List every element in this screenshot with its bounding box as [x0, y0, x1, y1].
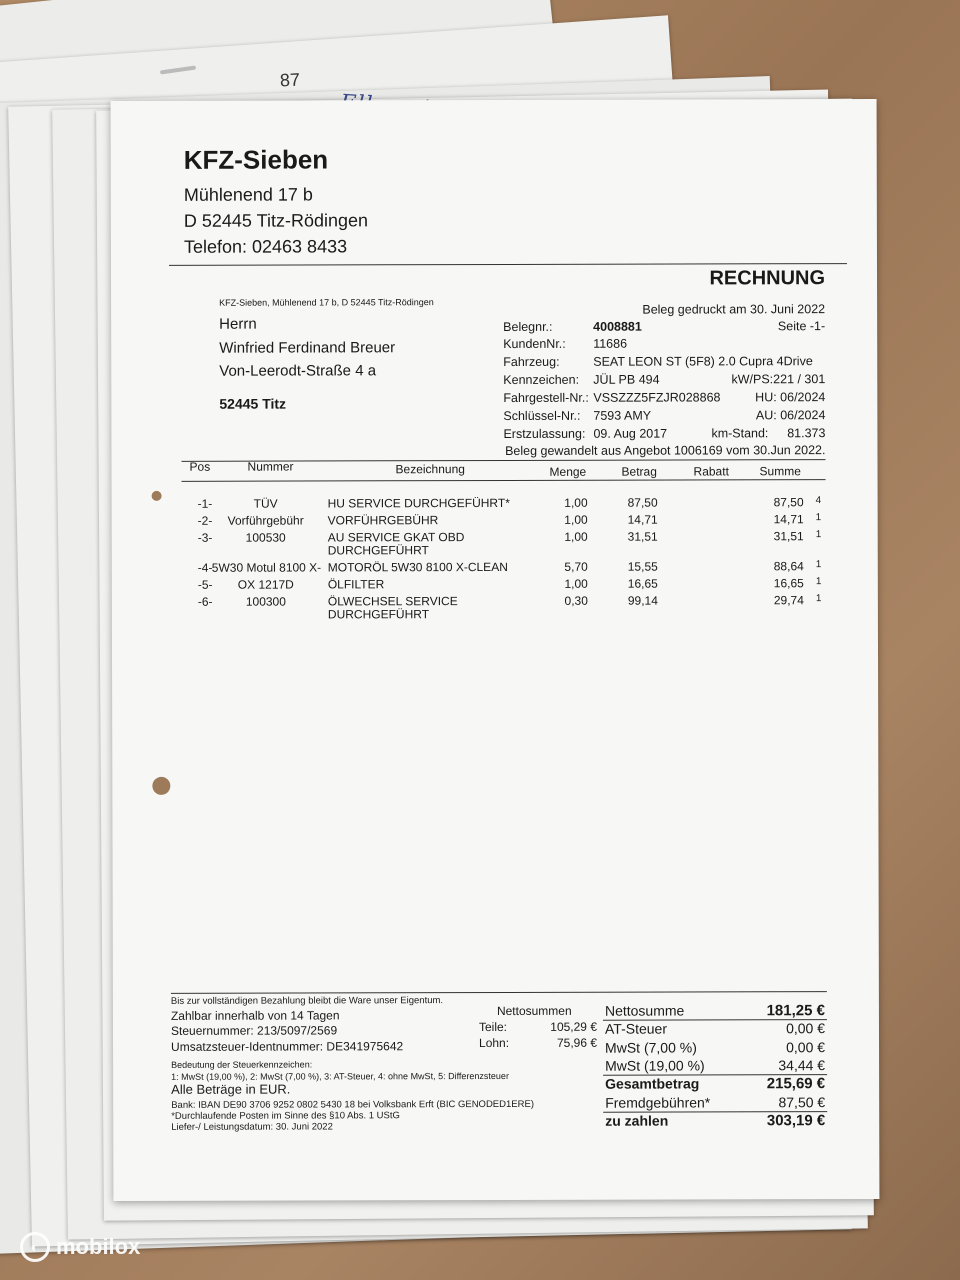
watermark-logo: [20, 1232, 140, 1262]
total-label: zu zahlen: [605, 1112, 669, 1129]
belegnr-label: Belegnr.:: [503, 319, 553, 334]
lohn-value: 75,96 €: [556, 1035, 598, 1050]
watermark-text: mobilox: [56, 1234, 141, 1259]
vat-id: Umsatzsteuer-Identnummer: DE341975642: [171, 1039, 404, 1054]
cell-desc: HU SERVICE DURCHGEFÜHRT*: [327, 495, 510, 511]
cell-tax: 1: [815, 529, 822, 541]
punch-hole: [152, 777, 170, 795]
mobilox-icon: ◐: [20, 1232, 50, 1262]
divider: [169, 263, 847, 266]
cell-desc: ÖLWECHSEL SERVICE: [327, 594, 458, 609]
cell-desc: ÖLFILTER: [327, 577, 385, 592]
nettosummen-heading: Nettosummen: [496, 1003, 572, 1018]
cell-tax: 1: [815, 593, 822, 605]
header-nummer: Nummer: [247, 459, 294, 474]
cell-pos: -2-: [197, 513, 213, 528]
kunden-label: KundenNr.:: [503, 336, 566, 351]
total-label: MwSt (7,00 %): [605, 1039, 697, 1056]
total-label: Nettosumme: [604, 1002, 685, 1019]
page-number: Seite -1-: [777, 319, 826, 334]
cell-desc-continued: DURCHGEFÜHRT: [327, 607, 430, 622]
kw-ps-value: kW/PS:221 / 301: [731, 372, 826, 387]
recipient-salutation: Herrn: [219, 315, 257, 333]
total-label: AT-Steuer: [604, 1020, 668, 1037]
fahrzeug-label: Fahrzeug:: [503, 354, 560, 369]
cell-price: 31,51: [627, 529, 658, 544]
delivery-date: Liefer-/ Leistungsdatum: 30. Juni 2022: [171, 1121, 333, 1133]
cell-num: OX 1217D: [237, 577, 294, 592]
cell-price: 15,55: [627, 559, 658, 574]
footer-rule: [171, 991, 827, 994]
cell-price: 14,71: [627, 512, 658, 527]
cell-price: 16,65: [627, 576, 658, 591]
km-label: km-Stand:: [711, 426, 769, 441]
company-street: Mühlenend 17 b: [183, 184, 313, 205]
total-value: 181,25 €: [766, 1002, 825, 1020]
cell-tax: 1: [815, 512, 822, 524]
lohn-label: Lohn:: [479, 1035, 510, 1051]
printed-date: Beleg gedruckt am 30. Juni 2022: [642, 302, 826, 317]
fahrzeug-value: SEAT LEON ST (5F8) 2.0 Cupra 4Drive: [593, 354, 813, 369]
company-city: D 52445 Titz-Rödingen: [183, 210, 369, 231]
schluessel-label: Schlüssel-Nr.:: [503, 408, 581, 423]
fahrgestell-label: Fahrgestell-Nr.:: [503, 390, 589, 405]
cell-qty: 1,00: [564, 512, 588, 527]
cell-qty: 0,30: [564, 593, 588, 608]
total-label: Fremdgebühren*: [605, 1094, 711, 1111]
tax-code-list: 1: MwSt (19,00 %), 2: MwSt (7,00 %), 3: AT-Steuer, 4: ohne MwSt, 5: Differenzsteuer: [171, 1070, 509, 1082]
teile-value: 105,29 €: [550, 1019, 598, 1034]
total-value: 0,00 €: [786, 1039, 826, 1056]
total-value: 0,00 €: [786, 1020, 826, 1037]
cell-desc: VORFÜHRGEBÜHR: [327, 513, 439, 528]
pass-through-note: *Durchlaufende Posten im Sinne des §10 Abs. 1 UStG: [171, 1110, 400, 1122]
header-betrag: Betrag: [621, 464, 657, 479]
erstzulassung-label: Erstzulassung:: [503, 426, 586, 441]
bank-details: Bank: IBAN DE90 3706 9252 0802 5430 18 bei Volksbank Erft (BIC GENODED1ERE): [171, 1098, 534, 1111]
cell-pos: -5-: [197, 577, 213, 592]
header-rabatt: Rabatt: [693, 464, 729, 479]
total-value: 34,44 €: [778, 1057, 826, 1074]
cell-num: 100300: [245, 594, 286, 609]
total-value: 87,50 €: [778, 1094, 826, 1111]
cell-tax: 4: [815, 495, 822, 507]
cell-qty: 5,70: [564, 559, 588, 574]
cell-sum: 16,65: [773, 576, 804, 591]
total-label: MwSt (19,00 %): [605, 1057, 705, 1074]
recipient-name: Winfried Ferdinand Breuer: [219, 339, 396, 357]
total-value: 303,19 €: [766, 1112, 826, 1130]
cell-price: 87,50: [627, 495, 658, 510]
cell-num: 100530: [245, 530, 286, 545]
kunden-value: 11686: [593, 336, 628, 351]
cell-sum: 87,50: [773, 495, 804, 510]
converted-note: Beleg gewandelt aus Angebot 1006169 vom 30.Jun 2022.: [505, 443, 826, 458]
cell-tax: 1: [815, 559, 822, 571]
cell-qty: 1,00: [564, 495, 588, 510]
header-pos: Pos: [189, 459, 211, 474]
cell-num: TÜV: [253, 496, 278, 511]
cell-pos: -1-: [197, 496, 213, 511]
kennzeichen-value: JÜL PB 494: [593, 372, 660, 387]
header-bezeichnung: Bezeichnung: [395, 462, 465, 477]
teile-label: Teile:: [478, 1019, 508, 1035]
cell-sum: 31,51: [773, 529, 804, 544]
cell-tax: 1: [815, 576, 822, 588]
cell-qty: 1,00: [564, 529, 588, 544]
cell-desc: MOTORÖL 5W30 8100 X-CLEAN: [327, 559, 508, 575]
currency-note: Alle Beträge in EUR.: [171, 1081, 291, 1097]
recipient-street: Von-Leerodt-Straße 4 a: [219, 362, 377, 380]
company-phone: Telefon: 02463 8433: [183, 236, 348, 257]
cell-desc-continued: DURCHGEFÜHRT: [327, 543, 429, 558]
tax-code-heading: Bedeutung der Steuerkennzeichen:: [171, 1059, 313, 1070]
table-rule-bottom: [182, 479, 826, 482]
cell-sum: 14,71: [773, 512, 804, 527]
cell-num: Vorführgebühr: [227, 513, 304, 528]
punch-hole: [152, 491, 162, 501]
hu-value: HU: 06/2024: [755, 390, 826, 405]
cell-pos: -4-: [197, 560, 213, 575]
fahrgestell-value: VSSZZZ5FZJR028868: [593, 390, 721, 405]
cell-qty: 1,00: [564, 576, 588, 591]
erstzulassung-value: 09. Aug 2017: [593, 426, 668, 441]
au-value: AU: 06/2024: [755, 408, 826, 423]
payment-terms: Zahlbar innerhalb von 14 Tagen: [170, 1008, 340, 1023]
cell-num: 5W30 Motul 8100 X-: [211, 560, 322, 575]
header-menge: Menge: [549, 464, 587, 479]
cell-price: 99,14: [627, 593, 658, 608]
header-summe: Summe: [759, 464, 801, 479]
cell-pos: -6-: [197, 594, 213, 609]
company-name: KFZ-Sieben: [183, 144, 329, 175]
total-value: 215,69 €: [766, 1075, 826, 1093]
kennzeichen-label: Kennzeichen:: [503, 372, 580, 387]
cell-pos: -3-: [197, 530, 213, 545]
cell-sum: 29,74: [773, 593, 804, 608]
belegnr-value: 4008881: [593, 319, 642, 334]
document-title: RECHNUNG: [709, 267, 826, 290]
recipient-city: 52445 Titz: [219, 395, 287, 412]
tax-number: Steuernummer: 213/5097/2569: [170, 1023, 338, 1038]
total-label: Gesamtbetrag: [605, 1075, 700, 1092]
sender-line: KFZ-Sieben, Mühlenend 17 b, D 52445 Titz-Rödingen: [219, 297, 434, 308]
cell-desc: AU SERVICE GKAT OBD: [327, 530, 465, 545]
km-value: 81.373: [787, 426, 826, 441]
background-stub-number: 87: [279, 69, 301, 91]
invoice-sheet: [111, 99, 880, 1201]
ownership-note: Bis zur vollständigen Bezahlung bleibt die Ware unser Eigentum.: [170, 995, 444, 1007]
schluessel-value: 7593 AMY: [593, 408, 652, 423]
cell-sum: 88,64: [773, 559, 804, 574]
